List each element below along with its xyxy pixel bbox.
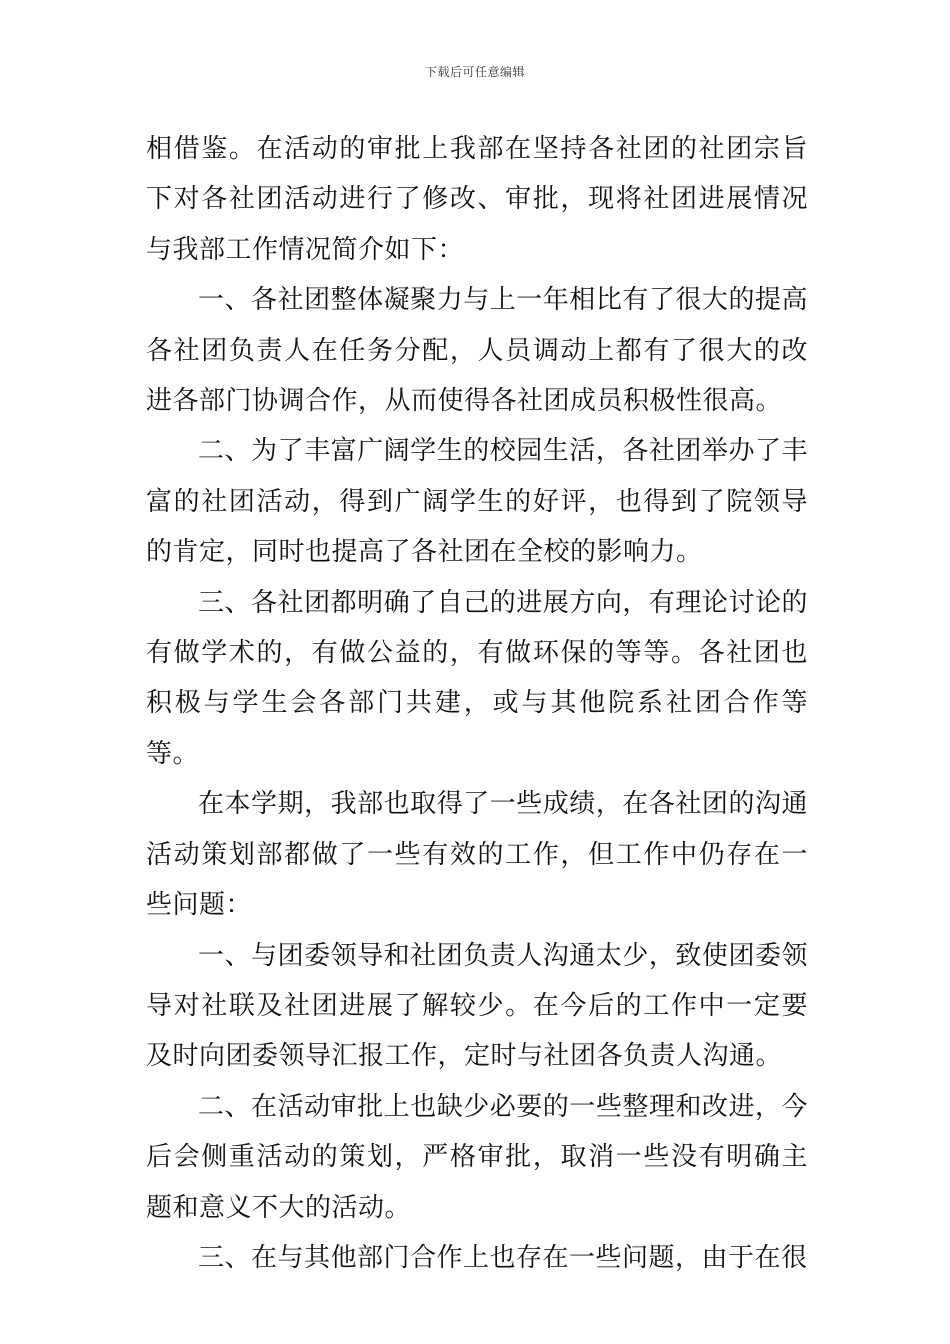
paragraph-2: 一、各社团整体凝聚力与上一年相比有了很大的提高各社团负责人在任务分配，人员调动上都有了很大的改进各部门协调合作，从而使得各社团成员积极性很高。 bbox=[146, 285, 808, 417]
paragraph-3: 二、为了丰富广阔学生的校园生活，各社团举办了丰富的社团活动，得到广阔学生的好评，也得到了院领导的肯定，同时也提高了各社团在全校的影响力。 bbox=[146, 436, 808, 568]
paragraph-7: 二、在活动审批上也缺少必要的一些整理和改进，今后会侧重活动的策划，严格审批，取消一些没有明确主题和意义不大的活动。 bbox=[146, 1091, 808, 1223]
paragraph-6: 一、与团委领导和社团负责人沟通太少，致使团委领导对社联及社团进展了解较少。在今后的工作中一定要及时向团委领导汇报工作，定时与社团各负责人沟通。 bbox=[146, 940, 808, 1072]
paragraph-1: 相借鉴。在活动的审批上我部在坚持各社团的社团宗旨下对各社团活动进行了修改、审批，现将社团进展情况与我部工作情况简介如下： bbox=[146, 134, 808, 265]
paragraph-8: 三、在与其他部门合作上也存在一些问题，由于在很 bbox=[198, 1242, 808, 1273]
document-body bbox=[146, 124, 808, 1283]
paragraph-4: 三、各社团都明确了自己的进展方向，有理论讨论的有做学术的，有做公益的，有做环保的等等。各社团也积极与学生会各部门共建，或与其他院系社团合作等等。 bbox=[146, 587, 808, 769]
page-header: 下载后可任意编辑 bbox=[424, 65, 525, 79]
paragraph-5: 在本学期，我部也取得了一些成绩，在各社团的沟通活动策划部都做了一些有效的工作，但工作中仍存在一些问题： bbox=[146, 789, 808, 921]
